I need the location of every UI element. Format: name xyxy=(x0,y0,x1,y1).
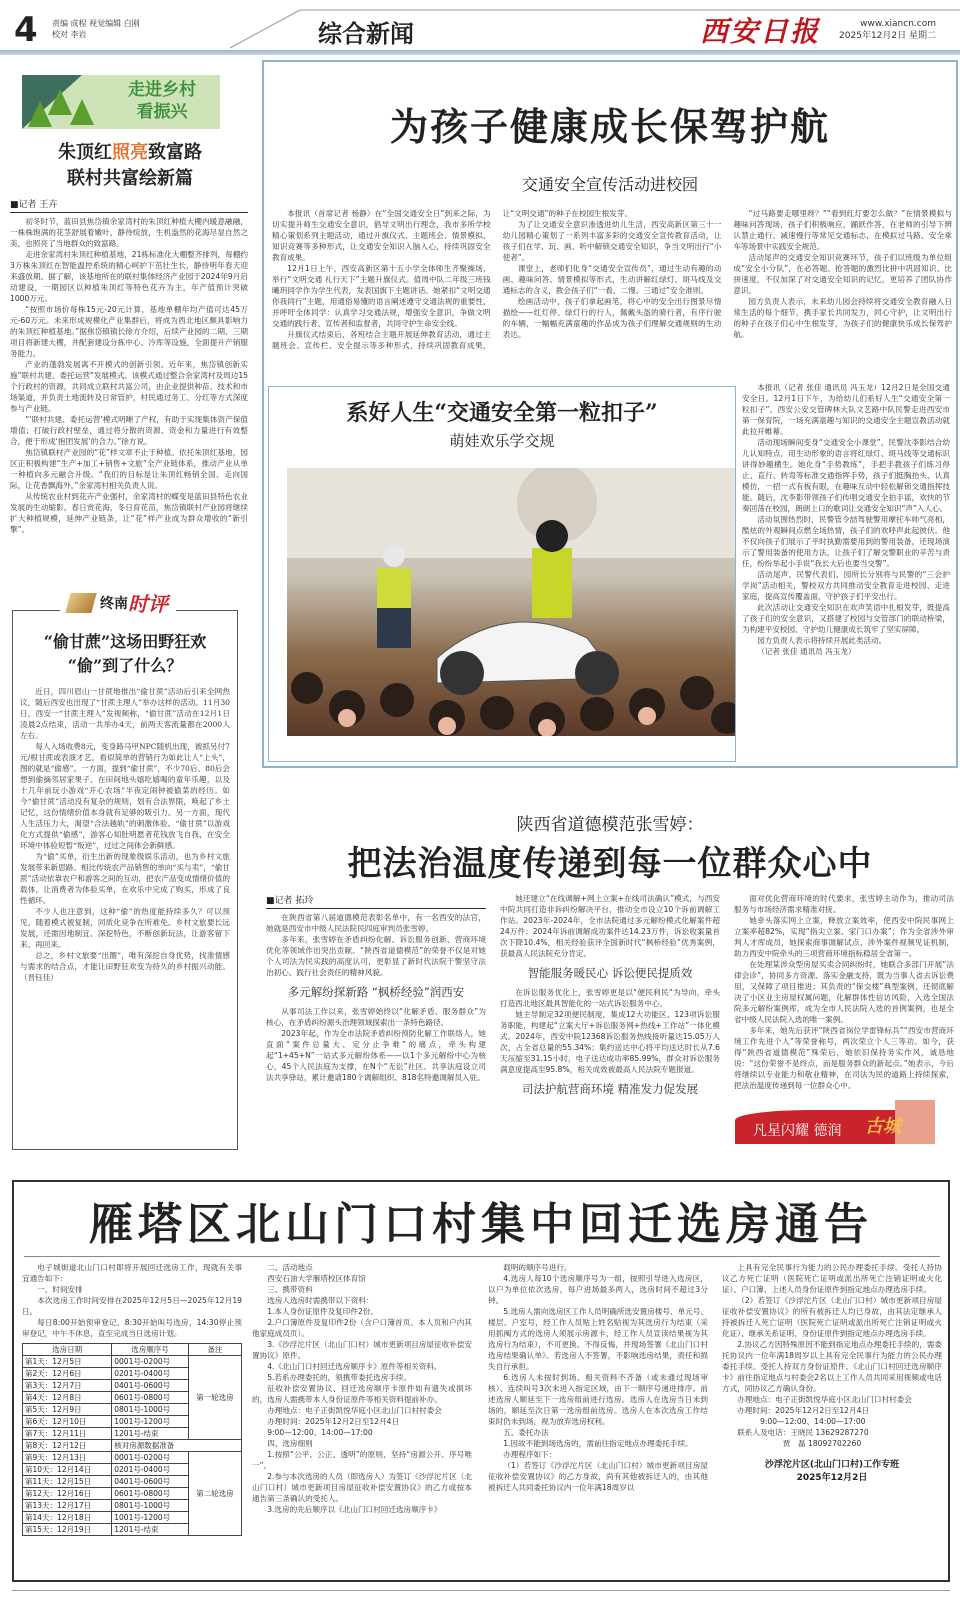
table-cell: 第7天：12月11日 xyxy=(23,1428,112,1440)
paragraph: 每人入场收费8元，变身路马甲NPC随机出现，被抓另付7元/根甘蔗或表演才艺。看似简单的营销行为如此让人“上头”，图的就是“偷感”。一方面，提到“偷甘蔗”，不少70后、80后会想到偷摘邻居家果子、在田间地头嬉吃嬉喝的童年乐趣，以及十几年前玩小游戏“开心农场”半夜定闹钟被偷菜的经历。如今“偷甘蔗”活动没有复杂的规则，划有合法界限，唤起了乡土记忆，这份情绪价值本身就有足够的吸引力。另一方面，现代人生活压力大，渴望“合法越轨”的刺激体验。“偷甘蔗”以游戏化方式提供“偷感”，游客心知肚明愿者花钱放飞自我，在安全环境中体验短暂“叛逆”，过过之间体会新鲜感。 xyxy=(20,742,230,850)
book-icon xyxy=(65,593,96,613)
office-address: 办理地点：电子正街凯悦华庭小区北山门口村村委会 xyxy=(737,1395,912,1404)
commentary-article xyxy=(20,686,230,1144)
table-cell: 第15天：12月19日 xyxy=(23,1524,112,1536)
table-cell: 第6天：12月10日 xyxy=(23,1416,112,1428)
commentary-headline xyxy=(14,630,236,678)
table-cell: 0001号-0200号 xyxy=(112,1356,188,1368)
headline-line2: 联村共富绘新篇 xyxy=(67,168,193,189)
table-cell: 第11天：12月15日 xyxy=(23,1476,112,1488)
badge-text: 凡星闪耀 德润 xyxy=(753,1123,842,1139)
paragraph: 为“偷”买单，衍生出新的现象级娱乐活动，也为乡村文旅发展带来新思路。相比传统农产品销售的单向“买与卖”，“偷甘蔗”活动依靠农户和游客之间的互动，把农产品变成情绪价值的载体，让消费者为体验买单，在欢乐中完成了购买，形成了良性循环。 xyxy=(20,852,230,905)
paragraph: 5.选房人需向选房区工作人员明确所选安置房楼号、单元号、楼层、户室号，经工作人员贴上姓名贴视为其选房行为结束（采用抓阄方式的选房人须展示房源卡，经工作人员宣读结果视为其选房行为结束），不可更换、不得反悔，并现场签署《北山门口村选房结果确认单》。若选房人不签署，不影响选房结果，责任和损失自行承担。 xyxy=(488,1307,708,1371)
table-cell: 0001号-0200号 xyxy=(112,1452,188,1464)
commentary-column-logo xyxy=(60,588,176,617)
paragraph: 2.户口簿原件及复印件2份（含户口簿首页、本人页和户内其他家庭成员页）。 xyxy=(252,1318,472,1338)
table-cell: 第二轮选房 xyxy=(188,1452,241,1536)
byline: ■记者 王卉 xyxy=(10,197,248,213)
notice-paragraph: 本次选房工作时间安排在2025年12月5日—2025年12月19日。 xyxy=(22,1296,242,1316)
issue-date: 2025年12月2日 星期二 xyxy=(839,31,936,41)
banner-title xyxy=(112,79,212,123)
office-hours: 9:00—12:00、14:00—17:00 xyxy=(760,1417,866,1426)
schedule-table xyxy=(22,1343,242,1536)
paragraph: 在处理某涉众型房屋买卖合同纠纷时，她联合多部门开展“法律会诊”，协同多方资源、落实金融支持，既为当事人省去诉讼费用，又保障了项目推进；其负责的“保交楼”典型案例，还彻底解决了小区业主房屋权属问题，化解群体性信访风险，入选全国法院多元解纷案例库，成为全市人民法院入选的首例案例，也是全省中级人民法院入选的唯一案例。 xyxy=(734,960,954,1024)
table-cell: 第1天：12月5日 xyxy=(23,1356,112,1368)
paragraph: 活动尾声的交通安全知识竞赛环节，孩子们以班级为单位组成“安全小分队”，在必答题、抢答题的激烈比拼中巩固知识、比拼速度，不仅加深了对交通安全知识的记忆，更培养了团队协作意识。 xyxy=(733,253,952,295)
office-time: 办理时间：2025年12月2日至12月4日 xyxy=(737,1406,870,1415)
table-row xyxy=(23,1356,242,1368)
contact-phone[interactable]: 13629287270 xyxy=(815,1428,869,1437)
notice-paragraph: 每日8:00开始预审登记，8:30开始叫号选房，14:30停止预审登记，中午不休息，直至完成当日选房计划。 xyxy=(22,1318,242,1338)
headline-part: 朱顶红 xyxy=(58,142,112,163)
kids-subtitle: 萌娃欢乐学交规 xyxy=(449,432,555,450)
table-cell: 1201号-结束 xyxy=(112,1428,188,1440)
notice-col-1 xyxy=(22,1262,242,1572)
paragraph: 园方负责人表示，未来幼儿园会持续将交通安全教育融入日常生活的每个细节，携手家长共同发力，同心守护，让文明出行的种子在孩子们心中生根发芽，为孩子们的健康快乐成长保驾护航。 xyxy=(733,297,952,339)
contact-phone[interactable]: 18092702260 xyxy=(808,1439,862,1448)
banner-line: 走进乡村 xyxy=(128,80,196,100)
table-cell: 第14天：12月18日 xyxy=(23,1512,112,1524)
footer-rule xyxy=(12,1590,950,1591)
paragraph: 活动现场瞬间变身“交通安全小课堂”，民警沈李影结合幼儿认知特点，用生动形象的语言将红绿灯、斑马线等交通标识讲得妙趣横生。她化身“手势教练”，手把手教孩子们练习停止、直行、转弯等标准交通指挥手势，孩子们挺胸抬头、认真模仿，一招一式有板有眼，在趣味互动中轻松解锁交通指挥技能。随后，沈李影带领孩子们传唱交通安全拍手谣，欢快的节奏回荡在校园，朗朗上口的歌词让交通安全知识“声”入人心。 xyxy=(742,438,950,513)
badge-accent: 古城 xyxy=(865,1116,901,1137)
paragraph: 在诉讼服务优化上，张雪婷更是以“便民利民”为导向，牵头打造西北地区最具智能化的一站式诉讼服务中心。 xyxy=(500,988,720,1008)
table-cell: 1201号-结束 xyxy=(112,1524,188,1536)
paragraph: 活动氛围热烈时，民警管令喆驾驶警用摩托车帅气亮相，酷炫的外观瞬间点燃全场热情，孩子们的欢呼声此起彼伏。他不仅向孩子们展示了平时执勤需要用到的警用装备，还现场演示了警用装备的使用方法，让孩子们了解交警职业的辛苦与责任，纷纷举起小手说“我长大后也要当交警”。 xyxy=(742,515,950,568)
column-name: 终南 xyxy=(100,595,128,612)
paragraph: 5.若系办理委托的，须携带委托选房手续。 xyxy=(267,1373,412,1382)
column-name-accent: 时评 xyxy=(128,592,168,616)
paragraph: 1.本人身份证原件及复印件2份。 xyxy=(267,1307,378,1316)
notice-rule xyxy=(24,1256,940,1257)
contact-label: 联系人及电话： xyxy=(737,1428,791,1437)
header-bar xyxy=(0,50,960,55)
table-cell: 第13天：12月17日 xyxy=(23,1500,112,1512)
column-banner xyxy=(22,75,220,129)
news-photo xyxy=(287,468,735,736)
law-subhead: 智能服务暖民心 诉讼便民提质效 xyxy=(527,966,693,980)
table-cell: 0601号-0800号 xyxy=(112,1488,188,1500)
paragraph: 3.选房的先后顺序以《北山门口村回迁选房顺序卡》 xyxy=(267,1505,442,1514)
paragraph: 从传统农业村到花卉产业强村，余家湾村的蝶变是蓝田县特色农业发展的生动缩影。春日赏花海，冬日育花苗，焦岱镇联村产业园将继续扩大种植规模，延伸产业链条，让“花”样产业成为群众增收的“新引擎”。 xyxy=(10,492,248,534)
paragraph: 上具有完全民事行为能力的公民办理委托手续。受托人持协议乙方死亡证明（医院死亡证明或派出所死亡注销证明或火化证）、户口簿、上述人员身份证原件到指定地点办理选房手续。 xyxy=(722,1263,942,1294)
moral-model-badge xyxy=(735,1100,945,1145)
byline: ■记者 拓玲 xyxy=(266,893,486,909)
law-subhead: 多元解纷探新路 “枫桥经验”润西安 xyxy=(287,985,465,999)
paragraph: 此次活动让交通安全知识在欢声笑语中扎根发芽，既提高了孩子们的安全意识，又搭建了校园与交管部门的联动桥梁，为构建平安校园、守护幼儿健康成长筑牢了坚实屏障。 xyxy=(742,603,950,634)
column-header: 备注 xyxy=(188,1344,241,1356)
paragraph: 西安石油大学雁塔校区体育馆 xyxy=(267,1274,366,1283)
table-cell: 第12天：12月16日 xyxy=(23,1488,112,1500)
paragraph: 四、选房细则 xyxy=(267,1439,313,1448)
traffic-article-cont xyxy=(742,208,950,380)
table-cell: 第4天：12月8日 xyxy=(23,1392,112,1404)
paragraph: 面对优化营商环境的时代要求，张雪婷主动作为，推动司法服务与市场经济需求精准对接。 xyxy=(734,894,954,914)
paragraph: 产业的蓬勃发展离不开模式的创新引领。近年来，焦岱镇创新实施“联村共建、委托运营”发展模式。该模式通过整合余家湾村及周边15个行政村的资源，共同成立联村共富公司，由企业提供种苗、技术和市场渠道，并负责土地流转及日常管护，村民通过务工、分红等方式深度参与产业链。 xyxy=(10,360,248,413)
paragraph: 多年来，张雪婷在矛盾纠纷化解、诉讼服务创新、营商环境优化等领域作出突出贡献。“陕西省道德模范”的荣誉不仅是对她个人司法为民实践的高度认可，更彰显了新时代法院干警坚守法治初心、践行社会责任的精神风貌。 xyxy=(266,935,486,977)
paragraph: 从事司法工作以来，张雪婷始终以“化解矛盾、服务群众”为核心，在矛盾纠纷源头治理领域探索出一条特色路径。 xyxy=(266,1007,486,1027)
table-cell: 第8天：12月12日 xyxy=(23,1440,112,1452)
notice-section-heading: 一、时间安排 xyxy=(37,1285,83,1294)
rural-headline xyxy=(10,140,250,192)
paragraph: 近日，四川眉山一甘蔗地推出“偷甘蔗”活动后引来全网热议，随后西安也出现了“甘蔗主理人”举办这样的活动。11月30日，西安一“甘蔗主理人”发视频称，“偷甘蔗”活动在12月1日凌晨2点结束，活动一共举办4天，前两天客流量都在2000人左右。 xyxy=(20,687,230,740)
paragraph: 载明的顺序号进行。 xyxy=(503,1263,572,1272)
notice-intro: 电子城街道北山门口村即将开展回迁选房工作，现就有关事宜通告如下： xyxy=(22,1263,242,1283)
table-cell: 0201号-0400号 xyxy=(112,1368,188,1380)
page-number: 4 xyxy=(14,10,38,50)
paragraph: 9:00—12:00、14:00—17:00 xyxy=(267,1428,373,1437)
editors-line: 责编 成程 视觉编辑 白刚 xyxy=(52,19,140,28)
table-cell: 第2天：12月6日 xyxy=(23,1368,112,1380)
table-cell: 1001号-1200号 xyxy=(112,1512,188,1524)
paragraph: 本报讯（记者 张佳 通讯员 冯玉龙）12月2日是全国交通安全日。12月1日下午，为给幼儿们系好人生“交通安全第一粒扣子”，西安公安交管碑林大队文艺路中队民警走进西安市第一保育院，一场充满童趣与知识的交通安全主题宣教活动就此拉开帷幕。 xyxy=(742,383,950,436)
paragraph: 本报讯（首席记者 杨静）在“全国交通安全日”到来之际，为切实提升师生交通安全意识，倡导文明出行理念，我市多所学校精心策划系列主题活动，通过升旗仪式、主题班会、情景模拟、知识竞赛等多种形式，让交通安全知识入脑入心，持续巩固安全教育成果。 xyxy=(272,209,491,262)
paragraph: 五、委托办法 xyxy=(503,1428,549,1437)
notice-title: 雁塔区北山门口村集中回迁选房通告 xyxy=(89,1199,873,1250)
table-row xyxy=(23,1452,242,1464)
paragraph: 焦岱镇联村产业园的“花”样文章不止于种植。依托朱顶红基地，园区正积极构建“生产+加工+销售+文旅”全产业链体系，推动产业从单一种植向多元融合升级。“我们的目标是让朱顶红畅销全国、走向国际，让花香飘海外。”余家湾村相关负责人说。 xyxy=(10,448,248,490)
contact-name: 贾 磊 xyxy=(782,1439,806,1448)
paragraph: 1.按照“公平、公正、透明”的原则，坚持“房源公开、序号唯一”。 xyxy=(252,1450,472,1470)
tree-icon xyxy=(48,89,72,115)
proofreader-line: 校对 李岩 xyxy=(52,30,87,39)
paragraph: 总之，乡村文旅要“出圈”，唯有深挖自身优势，找准情感与需求的结合点，才能让田野狂欢变为持久的乡村振兴动能。（晋钰佳） xyxy=(20,951,230,982)
traffic-subtitle: 交通安全宣传活动进校园 xyxy=(521,175,698,194)
column-header: 选房日期 xyxy=(23,1344,112,1356)
paragraph: 1.因故不能到场选房的，需前往指定地点办理委托手续。 xyxy=(503,1439,693,1448)
banner-line: 看振兴 xyxy=(136,102,188,122)
paragraph: 选房人选房时需携带以下资料： xyxy=(267,1296,374,1305)
paragraph: 多年来，她先后获评“陕西省岗位学雷锋标兵”“西安市营商环境工作先进个人”等荣誉称号，两次荣立个人三等功。如今，获得“陕西省道德模范”殊荣后，她依旧保持务实作风，诚恳地说：“这份荣誉不是终点，而是服务群众的新起点。”她表示，今后将继续以专业能力和敬业精神，在司法为民的道路上持续探索，把法治温度传递到每一位群众心中。 xyxy=(734,1026,954,1090)
headline-line: “偷甘蔗”这场田野狂欢 xyxy=(43,632,207,651)
tree-icon xyxy=(70,99,94,125)
headline-part: 致富路 xyxy=(148,142,202,163)
table-cell: 0801号-1000号 xyxy=(112,1404,188,1416)
paragraph: 办理地点：电子正街凯悦华庭小区北山门口村村委会 xyxy=(267,1406,442,1415)
paragraph: 升旗仪式结束后，各班结合主题开展延伸教育活动，通过主题班会、宣传栏、安全提示等多种形式，持续巩固教育成果，让“文明交通”的种子在校园生根发芽。 xyxy=(272,209,633,350)
paragraph: （2）若签订《沙浮沱片区（北山门口村）城市更新项目房屋征收补偿安置协议》的所有被拆迁人均已身故，由其法定继承人持被拆迁人死亡证明（医院死亡证明或派出所死亡注销证明或火化证）、继承关系证明、身份证原件到指定地点办理选房手续。 xyxy=(722,1296,942,1338)
notice-col-2 xyxy=(252,1262,472,1572)
kids-headline: 系好人生“交通安全第一粒扣子” xyxy=(346,400,658,426)
contact-name: 王晓民 xyxy=(790,1428,814,1437)
table-cell: 第一轮选房 xyxy=(188,1356,241,1440)
headline-line: “偷”到了什么？ xyxy=(67,656,183,675)
paragraph: 6.选房人未按时到场、相关资料不齐备（或未通过现场审核）、连续叫号3次未进入指定区域，由下一顺序号递进排序。前述选房人顺延至下一选房组前进行选房。选房人在选房当日未到场的，顺延至次日第一选房组前选房。选房人在本次选房工作结束时仍未到场，视为放弃选房权利。 xyxy=(488,1373,708,1426)
table-cell: 0401号-0600号 xyxy=(112,1380,188,1392)
table-cell: 第5天：12月9日 xyxy=(23,1404,112,1416)
paragraph: （1）若签订《沙浮沱片区（北山门口村）城市更新项目房屋征收补偿安置协议》的乙方身故，尚有其他被拆迁人的，由其他被拆迁人共同委托协议内一位年满18周岁以 xyxy=(488,1461,708,1492)
paragraph: 不少人也注意到，这种“偷”的热度能持续多久？可以预见，随着模式被复制，同质化竞争在所难免。乡村文旅要长远发展，还需因地制宜、深挖特色，不断创新玩法，让游客留下来、再回来。 xyxy=(20,907,230,949)
paragraph: 课堂上，老师们化身“交通安全宣传员”，通过生动有趣的动画、趣味问答、情景模拟等形式，生动讲解红绿灯、斑马线及交通标志的含义，教会孩子们“一看、二慢、三通过”安全准则。 xyxy=(502,264,722,295)
paragraph: 3.《沙浮沱片区（北山门口村）城市更新项目房屋征收补偿安置协议》原件。 xyxy=(252,1340,472,1360)
paragraph: 2.协议乙方因特殊原因不能到指定地点办理委托手续的，需委托协议内一位年满18周岁以上具有完全民事行为能力的公民办理委托手续。受托人持双方身份证原件、《北山门口村回迁选房顺序卡》前往指定地点与村委会2名以上工作人员共同采用视频或电话方式，同协议乙方确认身份。 xyxy=(722,1340,942,1393)
paragraph: 在陕西省第八届道德模范表彰名单中，有一名西安的法官，她就是西安市中级人民法院民四庭审判员张雪婷。 xyxy=(266,913,486,933)
paragraph: 办理程序如下： xyxy=(503,1450,557,1459)
paragraph: 走进余家湾村朱顶红种植基地，21栋标准化大棚整齐排列，每棚约3万株朱顶红在智能温控系统的精心呵护下茁壮生长，静待明年春天迎来盛放期。据了解，该基地所在的联村集体经济产业园于2024年9月启动建设，一期园区以种植朱顶红等特色花卉为主，年产值预计突破1000万元。 xyxy=(10,250,248,303)
newspaper-logo: 西安日报 xyxy=(700,15,821,48)
table-cell: 1001号-1200号 xyxy=(112,1416,188,1428)
table-cell: 0201号-0400号 xyxy=(112,1464,188,1476)
notice-col-4 xyxy=(722,1262,942,1572)
notice-col-3 xyxy=(488,1262,708,1572)
law-headline: 把法治温度传递到每一位群众心中 xyxy=(347,844,873,884)
paragraph: 二、活动地点 xyxy=(267,1263,313,1272)
paragraph: 2.参与本次选房的人员（即选房人）为签订《沙浮沱片区（北山门口村）城市更新项目房屋征收补偿安置协议》的乙方或按本通告第三条确认的受托人。 xyxy=(252,1472,472,1503)
paragraph: 绘画活动中，孩子们拿起画笔，将心中的安全出行图景尽情描绘——红灯停、绿灯行的行人，佩戴头盔的骑行者，有序行驶的车辆，一幅幅充满童趣的作品成为孩子们理解交通规则的生动表达。 xyxy=(502,297,722,339)
table-row xyxy=(23,1440,242,1452)
paragraph: 园方负责人表示将持续开展此类活动。 xyxy=(757,636,887,645)
notice-date: 2025年12月2日 xyxy=(796,1473,868,1483)
notice-signer: 沙浮沱片区(北山门口村)工作专班 xyxy=(764,1460,900,1470)
paragraph: 办理时间：2025年12月2日至12月4日 xyxy=(267,1417,400,1426)
paragraph: “‘联村共建、委托运营’模式明晰了产权，有助于实现集体资产保值增值；打破行政村壁垒，通过将分散的资源、资金和力量进行有效整合，便于形成‘抱团发展’的合力。”徐方说。 xyxy=(10,415,248,446)
law-subhead: 司法护航营商环境 精准发力促发展 xyxy=(521,1082,699,1096)
table-cell: 0601号-0800号 xyxy=(112,1392,188,1404)
paragraph: 初冬时节，蓝田县焦岱镇余家湾村的朱顶红种植大棚内暖意融融，一株株饱满的花茎舒展着嫩叶，静待绽放，生机盎然的花海尽显自然之美，也照亮了当地群众的致富路。 xyxy=(10,217,248,248)
table-cell: 第9天：12月13日 xyxy=(23,1452,112,1464)
paragraph: 2023年起，作为全市法院矛盾纠纷预防化解工作联络人，她直面“案件总量大、定分止争难”的痛点，牵头构建起“1+45+N”一站式多元解纷体系——以1个多元解纷中心为核心，45个人民法庭为支撑，在N个“无讼”社区、共享法庭设立司法共享驿站，累计邀请180个调解组织、818名特邀调解员入驻。 xyxy=(266,1029,486,1082)
editor-credits xyxy=(52,18,140,40)
section-title: 综合新闻 xyxy=(318,20,414,48)
site-url[interactable]: www.xiancn.com xyxy=(860,19,936,29)
kids-article xyxy=(742,382,950,760)
rural-article xyxy=(10,197,248,557)
paragraph: 征收补偿安置协议、回迁选房顺序卡原件如有遗失或损坏的，选房人需携带本人身份证原件等相关资料提前补办。 xyxy=(252,1384,472,1404)
paragraph: （记者 张佳 通讯员 冯玉龙） xyxy=(757,647,856,656)
table-cell: 第10天：12月14日 xyxy=(23,1464,112,1476)
paragraph: 4.《北山门口村回迁选房顺序卡》原件等相关资料。 xyxy=(267,1362,442,1371)
headline-highlight: 照亮 xyxy=(112,142,148,163)
paragraph: “过马路要走哪里呀？”“看到红灯要怎么做？”在情景模拟与趣味问答现场，孩子们积极响应，踊跃作答，在老师的引导下辨认禁止通行、减速慢行等常见交通标志，在模拟过马路、安全乘车等场景中实践安全规范。 xyxy=(733,209,952,251)
paragraph: 为了让交通安全意识渗透进幼儿生活，西安高新区第三十一幼儿园精心策划了一系列丰富多彩的交通安全宣传教育活动，让孩子们在学、玩、画、听中解锁交通安全知识，争当文明出行“小使者”。 xyxy=(502,220,722,262)
police-kids-illustration xyxy=(287,468,735,736)
paragraph: 她主导制定32项便民制度，集成12大功能区、123项诉讼服务职能，构建起“立案大厅+诉讼服务网+热线+工作站”一体化模式。2024年，西安中院12368诉讼服务热线接听量达15.05万人次，占全省总量的55.34%；集约送达中心将平均送达时长从7.6天压缩至31.15小时，电子送达成功率85.99%，群众对诉讼服务满意度提高至95.8%，相关成效被最高人民法院专题报道。 xyxy=(500,1010,720,1074)
table-cell: 第3天：12月7日 xyxy=(23,1380,112,1392)
traffic-headline: 为孩子健康成长保驾护航 xyxy=(389,104,830,149)
header-meta xyxy=(839,18,936,42)
column-header: 选房顺序号 xyxy=(112,1344,188,1356)
table-cell: 核对房源数据准备 xyxy=(112,1440,242,1452)
paragraph: 三、携带资料 xyxy=(267,1285,313,1294)
law-kicker: 陕西省道德模范张雪婷： xyxy=(516,815,704,835)
paragraph: “按照市场价每株15元-20元计算，基地单棚年均产值可达45万元-60万元。未来形成规模化产业集群后，将成为西北地区颇具影响力的朱顶红种植基地。”据焦岱镇镇长徐方介绍，后续产业园的二期、三期项目将新建大棚，并配套建设分拣中心、冷库等设施，全面提升产销服务能力。 xyxy=(10,305,248,358)
table-cell: 0401号-0600号 xyxy=(112,1476,188,1488)
table-cell: 0801号-1000号 xyxy=(112,1500,188,1512)
paragraph: 12月1日上午，西安高新区第十五小学全体师生齐聚操场，举行“文明交通 礼行天下”主题升旗仪式。值周中队二年级三班钱曦玥同学作为学生代表，发表国旗下主题讲话。她紧扣“文明交通 你我同行”主题，用通俗易懂的语言阐述遵守交通法规的重要性，并呼吁全体同学：认真学习交通法规，增强安全意识，争做文明交通的践行者、宣传者和监督者，共同守护生命安全线。 xyxy=(272,264,491,328)
paragraph: 她牵头落实网上立案，释放立案效率，使西安中院民事网上立案率超82%，实现“指尖立案、家门口办案”；作为全省涉外审判人才库成员，她探索商事调解试点、涉外案件视频见证机制，助力西安中院牵头的三项营商环境指标稳居全省第一。 xyxy=(734,916,954,958)
paragraph: 她还建立“在线调解+网上立案+在线司法确认”模式，与西安中院共同打造非诉纠纷解决平台，推动全市设立10个诉前调解工作站。2023年-2024年，全市法院通过多元解纷模式化解案件超24万件；2024年诉前调解成功案件达14.23万件，诉讼收案量首次下降10.4%，相关经验获评全国新时代“枫桥经验”优秀案例，获最高人民法院充分肯定。 xyxy=(500,894,720,958)
paragraph: 4.选房人每10个选房顺序号为一组，按照引导进入选房区，以户为单位依次选房，每户进场最多两人，选房时间不超过3分钟。 xyxy=(488,1274,708,1305)
paragraph: 活动尾声，民警代表们、园所长分别将与民警的“三会护学岗”活动相关，警校双方共同推动安全教育走进校园、走进家庭，提高宣传覆盖面，守护孩子们平安出行。 xyxy=(742,570,950,601)
